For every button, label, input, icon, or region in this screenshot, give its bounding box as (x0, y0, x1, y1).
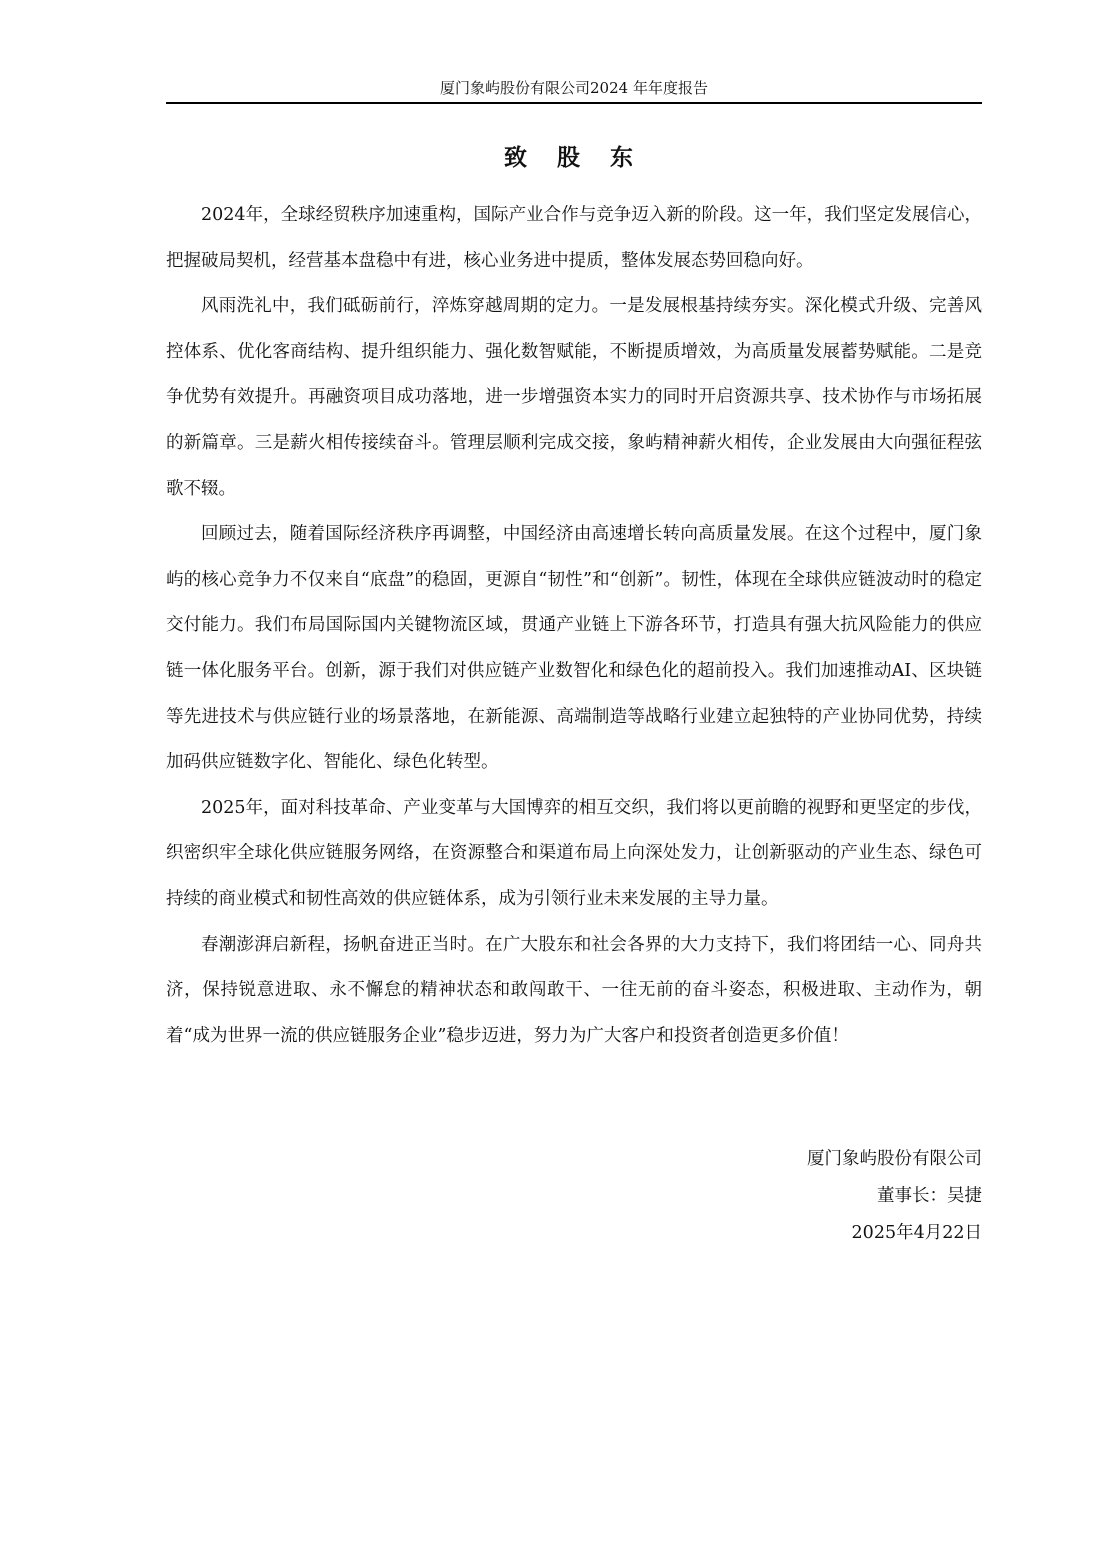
signature-block (166, 1141, 982, 1252)
header-text: 厦门象屿股份有限公司2024 年年度报告 (440, 79, 708, 97)
paragraph-1: 2024年，全球经贸秩序加速重构，国际产业合作与竞争迈入新的阶段。这一年，我们坚定发展信心，把握破局契机，经营基本盘稳中有进，核心业务进中提质，整体发展态势回稳向好。 (166, 205, 982, 271)
signature-chairman: 董事长：吴捷 (877, 1186, 982, 1206)
letter-title: 致 股 东 (503, 145, 644, 171)
page-header (166, 78, 982, 104)
signature-company: 厦门象屿股份有限公司 (807, 1149, 982, 1169)
paragraph-3: 回顾过去，随着国际经济秩序再调整，中国经济由高速增长转向高质量发展。在这个过程中，厦门象屿的核心竞争力不仅来自“底盘”的稳固，更源自“韧性”和“创新”。韧性，体现在全球供应链波动时的稳定交付能力。我们布局国际国内关键物流区域，贯通产业链上下游各环节，打造具有强大抗风险能力的供应链一体化服务平台。创新，源于我们对供应链产业数智化和绿色化的超前投入。我们加速推动AI、区块链等先进技术与供应链行业的场景落地，在新能源、高端制造等战略行业建立起独特的产业协同优势，持续加码供应链数字化、智能化、绿色化转型。 (166, 524, 982, 773)
paragraph-4: 2025年，面对科技革命、产业变革与大国博弈的相互交织，我们将以更前瞻的视野和更坚定的步伐，织密织牢全球化供应链服务网络，在资源整合和渠道布局上向深处发力，让创新驱动的产业生态、绿色可持续的商业模式和韧性高效的供应链体系，成为引领行业未来发展的主导力量。 (166, 797, 982, 909)
paragraph-2: 风雨洗礼中，我们砥砺前行，淬炼穿越周期的定力。一是发展根基持续夯实。深化模式升级、完善风控体系、优化客商结构、提升组织能力、强化数智赋能，不断提质增效，为高质量发展蓄势赋能。二是竞争优势有效提升。再融资项目成功落地，进一步增强资本实力的同时开启资源共享、技术协作与市场拓展的新篇章。三是薪火相传接续奋斗。管理层顺利完成交接，象屿精神薪火相传，企业发展由大向强征程弦歌不辍。 (166, 296, 982, 499)
paragraph-5: 春潮澎湃启新程，扬帆奋进正当时。在广大股东和社会各界的大力支持下，我们将团结一心、同舟共济，保持锐意进取、永不懈怠的精神状态和敢闯敢干、一往无前的奋斗姿态，积极进取、主动作为，朝着“成为世界一流的供应链服务企业”稳步迈进，努力为广大客户和投资者创造更多价值！ (166, 934, 982, 1046)
letter-body (166, 193, 982, 1059)
signature-date: 2025年4月22日 (851, 1223, 982, 1243)
